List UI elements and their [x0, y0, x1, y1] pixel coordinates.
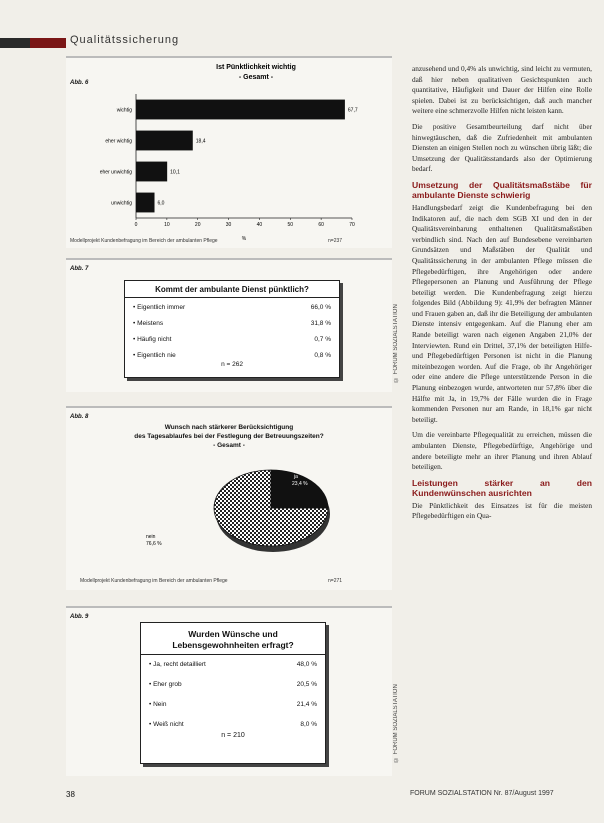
- result-row: • Ja, recht detailliert 48,0 %: [149, 661, 317, 668]
- result-box: [140, 622, 326, 764]
- result-row: • Weiß nicht 8,0 %: [149, 721, 317, 728]
- chart-title: Wunsch nach stärkerer Berücksichtigung: [164, 424, 294, 431]
- bar: [136, 131, 193, 151]
- article-paragraph: Die Pünktlichkeit des Einsatzes ist für die meisten Pflegebedürftigen ein Qua-: [412, 500, 592, 521]
- article-column: [412, 64, 592, 527]
- value-label: 6,0: [157, 200, 165, 207]
- result-row: • Eigentlich immer 66,0 %: [133, 304, 331, 311]
- bar: [136, 162, 167, 182]
- x-tick-label: 40: [256, 222, 263, 228]
- pie-slice-ja: [271, 470, 328, 508]
- chart-title-line2: des Tagesablaufes bei der Festlegung der Betreuungszeiten?: [134, 433, 324, 440]
- chart-subtitle: - Gesamt -: [238, 74, 274, 81]
- pie-chart: [66, 408, 392, 590]
- figure-abb6: [66, 56, 392, 248]
- x-tick-label: 20: [194, 222, 201, 228]
- x-tick-label: 50: [287, 222, 294, 228]
- result-row: • Eigentlich nie 0,8 %: [133, 352, 331, 359]
- box-title: Kommt der ambulante Dienst pünktlich?: [125, 281, 339, 298]
- slice-label-nein: nein: [146, 534, 156, 540]
- article-heading: Umsetzung der Qualitätsmaßstäbe für ambulante Dienste schwierig: [412, 179, 592, 200]
- box-title: Wurden Wünsche und: [188, 629, 278, 639]
- category-label: unwichtig: [111, 200, 132, 207]
- side-copyright-bottom: © FORUM SOZIALSTATION: [393, 684, 399, 762]
- box-n: n = 262: [221, 361, 243, 368]
- category-label: eher wichtig: [105, 138, 132, 145]
- chart-source: Modellprojekt Kundenbefragung im Bereich der ambulanten Pflege: [80, 578, 228, 584]
- box-title-line2: Lebensgewohnheiten erfragt?: [141, 639, 325, 655]
- article-paragraph: Handlungsbedarf zeigt die Kundenbefragung bei den Indikatoren auf, die nach dem SGB XI und den in der Qualitätsvereinbarung enthaltenen Qualitätsmaßstäben verbindlich sind. Nach den auf Bundesebene vereinbarten Grundsätzen und Maßstäben der Qualität und Qualitätssicherung in der ambulanten Pflege müssen die Pflegebedürftigen, ihre Angehörigen oder andere Pflegepersonen an Planung und Ausführung der Pflege beteiligt werden. Die Kundenbefragung zeigt hierzu folgendes Bild (Abbildung 9): 41,9% der befragten Männer und Frauen gaben an, daß ihr die Beteiligung der ambulanten Dienste intensiv entgegenkam. Auf die Planung eher am Rande beteiligt waren nach eigenen Angaben 21,0% der Interviewten. Rund ein Drittel, 37,1% der beteiligten Hilfe- und Pflegebedürftigen Personen ist nicht in die Planung miteinbezogen worden. Auf die Frage, ob ihr Angehöriger oder eine andere die Pflege unterstützende Person in die Planung einbezogen wurde, antworteten nur 57,8% über die Hälfte mit Ja, in 19,7% der Fälle wurden die in Frage kommenden Personen nur am Rande, in 18,1% gar nicht beteiligt.: [412, 202, 592, 424]
- figure-label: Abb. 8: [70, 414, 89, 420]
- header-accent-red: [30, 38, 66, 48]
- chart-subtitle: - Gesamt -: [213, 442, 245, 449]
- result-row: • Häufig nicht 0,7 %: [133, 336, 331, 343]
- slice-value-nein: 76,6 %: [146, 541, 162, 547]
- bar: [136, 193, 155, 213]
- figure-abb9: [66, 606, 392, 776]
- figure-label: Abb. 9: [70, 614, 89, 620]
- slice-value-ja: 23,4 %: [292, 481, 308, 487]
- x-tick-label: 10: [164, 222, 170, 228]
- bar: [136, 100, 345, 120]
- slice-label-ja: ja: [294, 474, 298, 480]
- page-number: 38: [66, 790, 75, 799]
- box-n: n = 210: [221, 732, 245, 739]
- article-paragraph: Um die vereinbarte Pflegequalität zu erreichen, müssen die ambulanten Dienste, Pflegebedürftige, Angehörige und andere beteiligte mehr an ihrer Planung und ihren Ablauf beteiligen.: [412, 430, 592, 472]
- side-copyright-top: © FORUM SOZIALSTATION: [393, 304, 399, 382]
- article-paragraph: anzusehend und 0,4% als unwichtig, sind leicht zu vermuten, daß hier neben qualitativen Gesichtspunkten auch quantitative, Häufigkeit und Dauer der Hilfen eine Rolle spielen. Dabei ist zu berücksichtigen, daß auch mancher weitere eine schmerzvolle Hilfen nicht leisten kann.: [412, 64, 592, 116]
- figure-label: Abb. 6: [70, 80, 89, 86]
- result-row: • Meistens 31,8 %: [133, 320, 331, 327]
- x-tick-label: 70: [349, 222, 355, 228]
- figure-label: Abb. 7: [70, 266, 89, 272]
- chart-source: Modellprojekt Kundenbefragung im Bereich der ambulanten Pflege: [70, 238, 218, 244]
- bar-chart: [66, 58, 392, 248]
- x-axis-label: %: [241, 236, 247, 242]
- category-label: eher unwichtig: [99, 169, 132, 176]
- result-row: • Nein 21,4 %: [149, 701, 317, 708]
- chart-n: n=271: [328, 578, 343, 584]
- section-header: Qualitätssicherung: [70, 34, 180, 46]
- article-heading: Leistungen stärker an den Kundenwünschen ausrichten: [412, 477, 592, 498]
- figure-abb7: [66, 258, 392, 392]
- value-label: 18,4: [195, 138, 206, 145]
- result-box: [124, 280, 340, 378]
- x-tick-label: 0: [134, 222, 138, 228]
- chart-title: Ist Pünktlichkeit wichtig: [216, 64, 296, 71]
- chart-n: n=237: [328, 238, 343, 244]
- category-label: wichtig: [116, 107, 132, 114]
- result-row: • Eher grob 20,5 %: [149, 681, 317, 688]
- article-paragraph: Die positive Gesamtbeurteilung darf nicht über hinwegtäuschen, daß die Zufriedenheit mit ambulanten Diensten an einigen Stellen noch zu wünschen übrig läßt; die Umsetzung der Qualitätsstandards also der Optimierung bedarf.: [412, 121, 592, 174]
- x-tick-label: 30: [225, 222, 232, 228]
- x-tick-label: 60: [318, 222, 324, 228]
- value-label: 67,7: [347, 107, 358, 114]
- figure-abb8: [66, 406, 392, 590]
- journal-footer: FORUM SOZIALSTATION Nr. 87/August 1997: [410, 790, 554, 797]
- value-label: 10,1: [170, 169, 180, 176]
